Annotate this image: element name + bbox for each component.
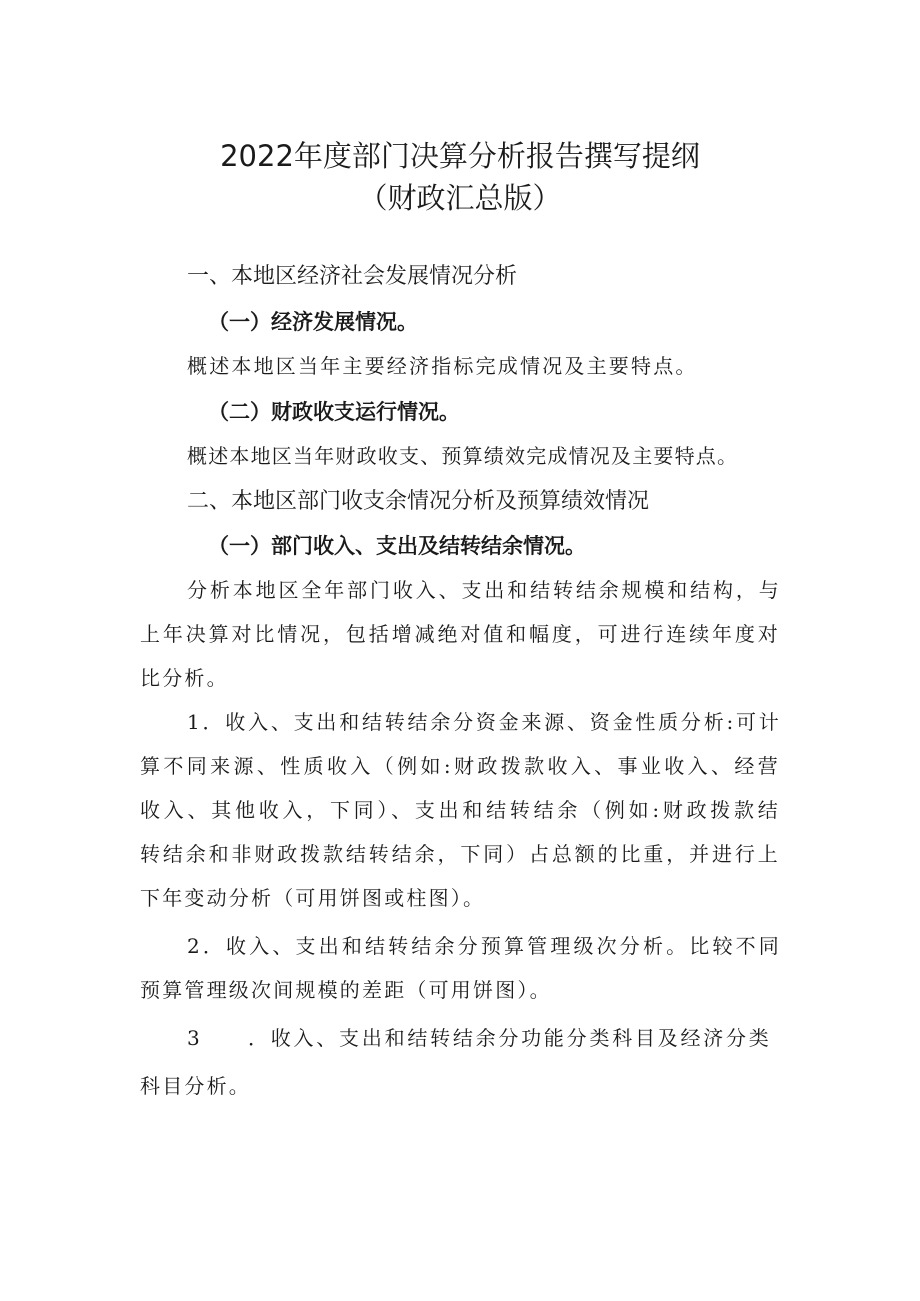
paragraph-line: 收入、其他收入，下同）、支出和结转结余（例如:财政拨款结 bbox=[140, 798, 780, 822]
document-subtitle: （财政汇总版） bbox=[358, 181, 562, 215]
document-title: 2022年度部门决算分析报告撰写提纲 bbox=[220, 139, 700, 173]
subsection-heading-1-1: （一）经济发展情况。 bbox=[208, 310, 418, 334]
paragraph-line: 比分析。 bbox=[140, 666, 229, 690]
paragraph-line: 2．收入、支出和结转结余分预算管理级次分析。比较不同 bbox=[187, 934, 781, 958]
paragraph-line: 算不同来源、性质收入（例如:财政拨款收入、事业收入、经营 bbox=[140, 754, 780, 778]
paragraph-line: 分析本地区全年部门收入、支出和结转结余规模和结构，与 bbox=[187, 578, 781, 602]
paragraph-line: 概述本地区当年主要经济指标完成情况及主要特点。 bbox=[187, 354, 698, 378]
paragraph-line: 下年变动分析（可用饼图或柱图）。 bbox=[140, 886, 486, 910]
paragraph-line: 预算管理级次间规模的差距（可用饼图）。 bbox=[140, 978, 552, 1002]
paragraph-line: 转结余和非财政拨款结转结余，下同）占总额的比重，并进行上 bbox=[140, 842, 780, 866]
paragraph-line: 1．收入、支出和结转结余分资金来源、资金性质分析:可计 bbox=[187, 710, 781, 734]
paragraph-line: 上年决算对比情况，包括增减绝对值和幅度，可进行连续年度对 bbox=[140, 622, 780, 646]
section-heading-1: 一、本地区经济社会发展情况分析 bbox=[187, 264, 518, 289]
subsection-heading-2-1: （一）部门收入、支出及结转结余情况。 bbox=[208, 534, 586, 558]
paragraph-line: 3 ．收入、支出和结转结余分功能分类科目及经济分类 bbox=[187, 1026, 771, 1050]
subsection-heading-1-2: （二）财政收支运行情况。 bbox=[208, 400, 460, 424]
section-heading-2: 二、本地区部门收支余情况分析及预算绩效情况 bbox=[187, 489, 650, 514]
paragraph-line: 概述本地区当年财政收支、预算绩效完成情况及主要特点。 bbox=[187, 444, 739, 468]
paragraph-line: 科目分析。 bbox=[140, 1074, 251, 1098]
